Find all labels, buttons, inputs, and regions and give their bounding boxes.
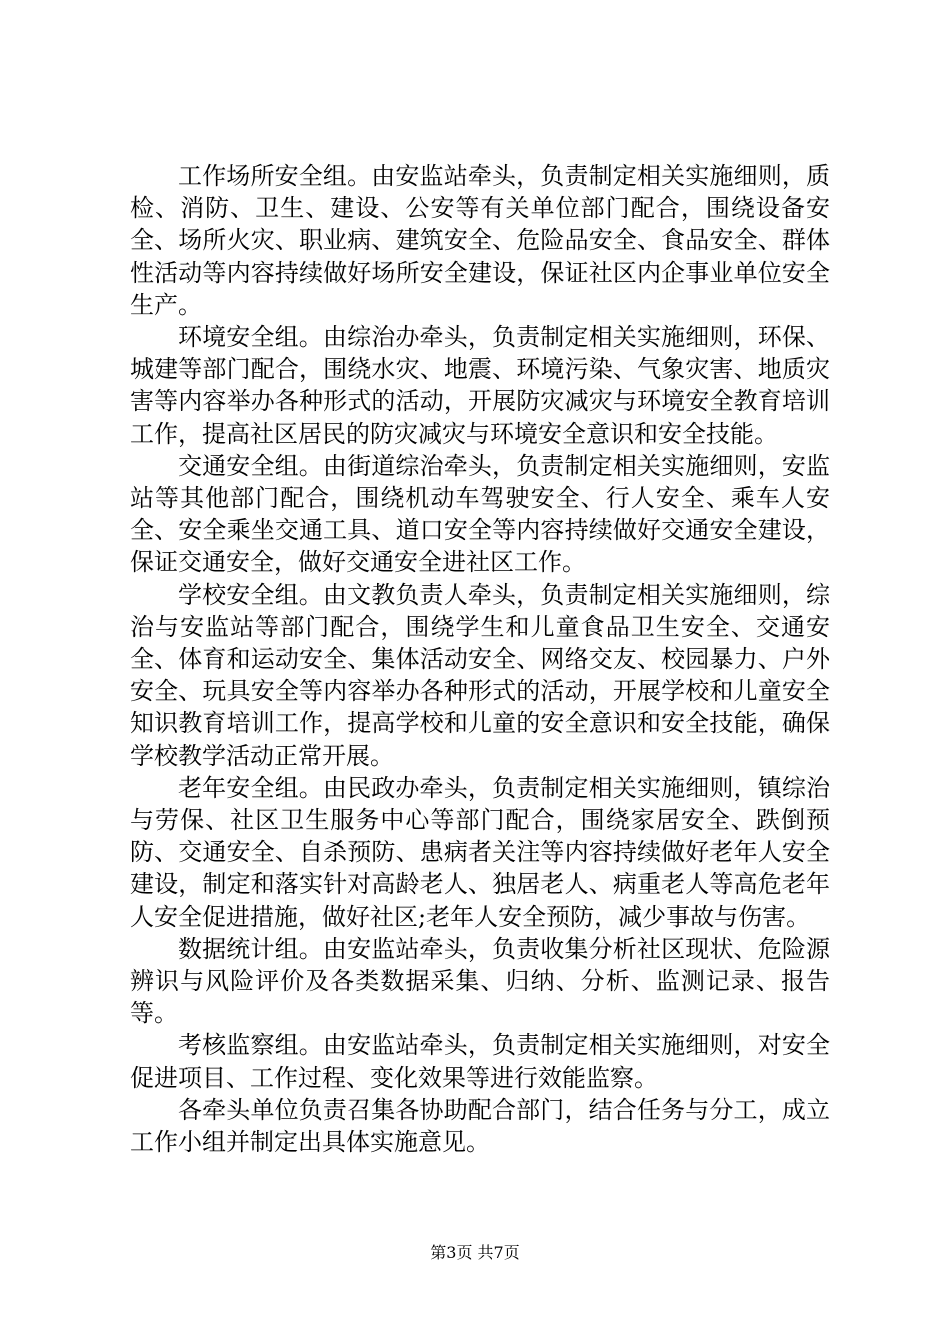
paragraph-data-statistics: 数据统计组。由安监站牵头，负责收集分析社区现状、危险源辨识与风险评价及各类数据采集、归纳、分析、监测记录、报告等。 <box>130 934 830 1028</box>
document-body <box>130 160 830 1158</box>
paragraph-traffic-safety: 交通安全组。由街道综治牵头，负责制定相关实施细则，安监站等其他部门配合，围绕机动车驾驶安全、行人安全、乘车人安全、安全乘坐交通工具、道口安全等内容持续做好交通安全建设，保证交通安全，做好交通安全进社区工作。 <box>130 451 830 577</box>
page-number-footer: 第3页 共7页 <box>430 1243 520 1262</box>
paragraph-inspection: 考核监察组。由安监站牵头，负责制定相关实施细则，对安全促进项目、工作过程、变化效果等进行效能监察。 <box>130 1031 830 1092</box>
paragraph-workplace-safety: 工作场所安全组。由安监站牵头，负责制定相关实施细则，质检、消防、卫生、建设、公安等有关单位部门配合，围绕设备安全、场所火灾、职业病、建筑安全、危险品安全、食品安全、群体性活动等内容持续做好场所安全建设，保证社区内企事业单位安全生产。 <box>130 162 830 319</box>
paragraph-coordination: 各牵头单位负责召集各协助配合部门，结合任务与分工，成立工作小组并制定出具体实施意见。 <box>130 1095 830 1157</box>
paragraph-school-safety: 学校安全组。由文教负责人牵头，负责制定相关实施细则，综治与安监站等部门配合，围绕学生和儿童食品卫生安全、交通安全、体育和运动安全、集体活动安全、网络交友、校园暴力、户外安全、玩具安全等内容举办各种形式的活动，开展学校和儿童安全知识教育培训工作，提高学校和儿童的安全意识和安全技能，确保学校教学活动正常开展。 <box>130 580 830 770</box>
paragraph-elderly-safety: 老年安全组。由民政办牵头，负责制定相关实施细则，镇综治与劳保、社区卫生服务中心等部门配合，围绕家居安全、跌倒预防、交通安全、自杀预防、患病者关注等内容持续做好老年人安全建设，制定和落实针对高龄老人、独居老人、病重老人等高危老年人安全促进措施，做好社区;老年人安全预防，减少事故与伤害。 <box>130 773 830 931</box>
paragraph-environment-safety: 环境安全组。由综治办牵头，负责制定相关实施细则，环保、城建等部门配合，围绕水灾、地震、环境污染、气象灾害、地质灾害等内容举办各种形式的活动，开展防灾减灾与环境安全教育培训工作，提高社区居民的防灾减灾与环境安全意识和安全技能。 <box>130 323 830 448</box>
